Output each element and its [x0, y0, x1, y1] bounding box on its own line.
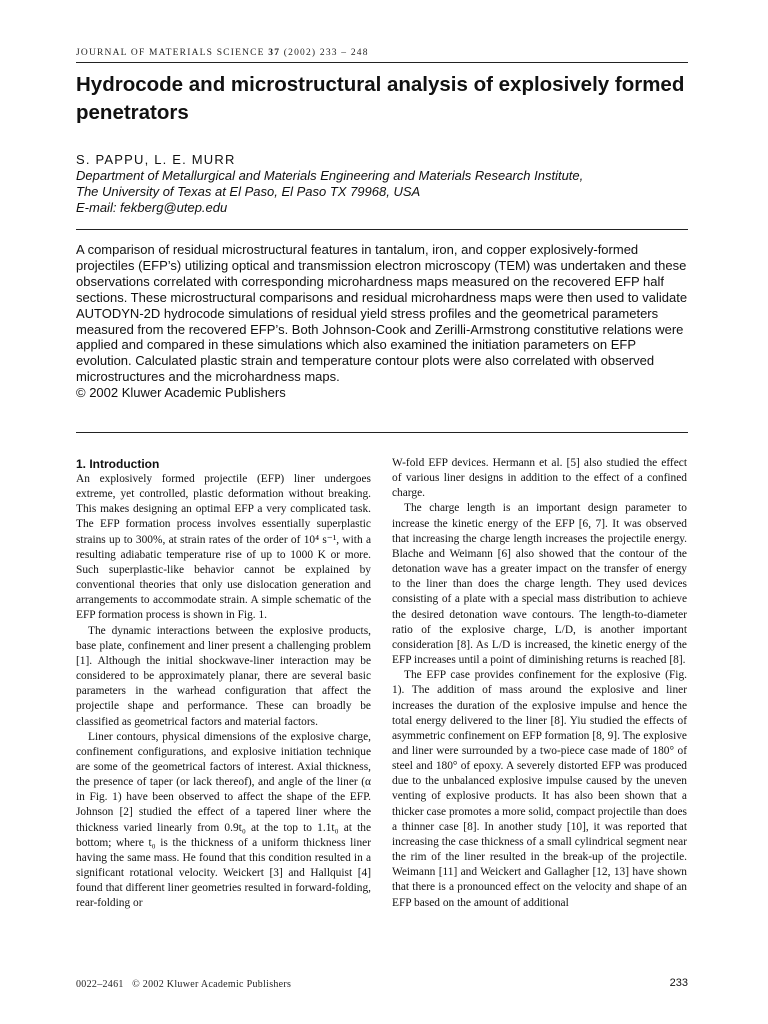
paragraph: The dynamic interactions between the explosive products, base plate, confinement and liner present a challenging problem [1]. Although the initial shockwave-liner interaction may be considered to be approximately planar, there are several basic parameters in the warhead configuration that affect the projectile shape and performance. These can broadly be classified as geometrical factors and material factors. [76, 624, 371, 728]
paragraph: W-fold EFP devices. Hermann et al. [5] also studied the effect of various liner designs in addition to the effect of a confined charge. [392, 457, 687, 500]
paragraph: The EFP case provides confinement for the explosive (Fig. 1). The addition of mass around the explosive and liner increases the duration of the explosive impulse and hence the total energy delivered to the liner [8]. Yiu studied the effects of asymmetric confinement on EFP formation [8, 9]. The explosive and liner were surrounded by a two-piece case made of 180° of steel and 180° of epoxy. A severely distorted EFP was produced due to the unbalanced explosive impulse caused by the uneven venting of explosive products. It has also been shown that a thicker case promotes a more solid, compact projectile than does a thinner case [8]. In another study [10], it was reported that increasing the case thickness of a small cylindrical segment near the rim of the liner resulted in the break-up of the projectile. Weimann [11] and Weickert and Gallagher [12, 13] have shown that there is a pronounced effect on the velocity and shape of an EFP based on the amount of additional [392, 669, 687, 909]
issn: 0022–2461 [76, 979, 124, 990]
abstract-copyright: © 2002 Kluwer Academic Publishers [76, 385, 286, 401]
authors: S. PAPPU, L. E. MURR [76, 152, 236, 167]
paragraph: The charge length is an important design parameter to increase the kinetic energy of the EFP [6, 7]. It was observed that increasing the charge length increases the projectile energy. Blache and Weimann [6] also showed that the contour of the detonation wave has a greater impact on the transfer of energy to the liner than does the charge length. They used devices consisting of a plate with a special mass distribution to achieve the desired detonation wave contours. The length-to-diameter ratio of the explosive charge, L/D, is another important consideration [8]. As L/D is increased, the kinetic energy of the EFP increases until a point of diminishing returns is reached [8]. [392, 502, 687, 667]
abstract [76, 242, 688, 401]
affiliation-line-2: The University of Texas at El Paso, El Paso TX 79968, USA [76, 184, 421, 199]
journal-year-pages: (2002) 233 – 248 [283, 48, 369, 58]
article-title: Hydrocode and microstructural analysis of explosively formed penetrators [76, 73, 685, 124]
section-heading: 1. Introduction [76, 457, 160, 471]
running-head [76, 48, 688, 58]
abstract-text: A comparison of residual microstructural features in tantalum, iron, and copper explosively-formed projectiles (EFP’s) utilizing optical and transmission electron microscopy (TEM) was undertaken and these observations correlated with corresponding microhardness maps measured on the recovered EFP half sections. These microstructural comparisons and residual microhardness maps were then used to validate AUTODYN-2D hydrocode simulations of residual yield stress profiles and the geometrical parameters measured from the recovered EFP’s. Both Johnson-Cook and Zerilli-Armstrong constitutive relations were applied and compared in these simulations which also examined the initiation parameters on EFP evolution. Calculated plastic strain and temperature contour plots were also correlated with observed microstructures and the microhardness maps. [76, 242, 688, 385]
abstract-rule-bottom [76, 432, 688, 433]
journal-name: JOURNAL OF MATERIALS SCIENCE [76, 48, 265, 58]
author-email[interactable]: E-mail: fekberg@utep.edu [76, 200, 228, 215]
footer-publication-info [76, 979, 291, 990]
affiliation-line-1: Department of Metallurgical and Materials Engineering and Materials Research Institute, [76, 168, 584, 183]
paragraph: Liner contours, physical dimensions of the explosive charge, confinement configurations, and explosive initiation technique are some of the geometrical factors of interest. Axial thickness, the presence of taper (or lack thereof), and angle of the liner (α in Fig. 1) have been observed to affect the shape of the EFP. Johnson [2] studied the effect of a tapered liner where the thickness varied linearly from 0.9t₀ at the top to 1.1t₀ at the bottom; where t₀ is the thickness of a uniform thickness liner having the same mass. He found that this condition resulted in a significant rotational velocity. Weickert [3] and Hallquist [4] found that different liner geometries resulted in forward-folding, rear-folding or [76, 730, 371, 910]
header-rule [76, 62, 688, 63]
body-column-left [76, 456, 371, 912]
footer-publisher: © 2002 Kluwer Academic Publishers [132, 979, 292, 990]
paragraph: An explosively formed projectile (EFP) liner undergoes extreme, yet controlled, plastic deformation without breaking. This makes designing an optimal EFP a very complicated task. The EFP formation process involves essentially superplastic strains up to 300%, at strain rates of the order of 10⁴ s⁻¹, with a resulting adiabatic temperature rise of up to 1000 K or more. Such superplastic-like behavior cannot be explained by conventional theories that only use dislocation generation and arrangements to accommodate strain. A simple schematic of the EFP formation process is shown in Fig. 1. [76, 473, 371, 622]
affiliation [76, 168, 688, 216]
page-number: 233 [669, 977, 688, 989]
journal-volume: 37 [268, 48, 281, 58]
abstract-rule-top [76, 229, 688, 230]
body-column-right [392, 456, 687, 911]
